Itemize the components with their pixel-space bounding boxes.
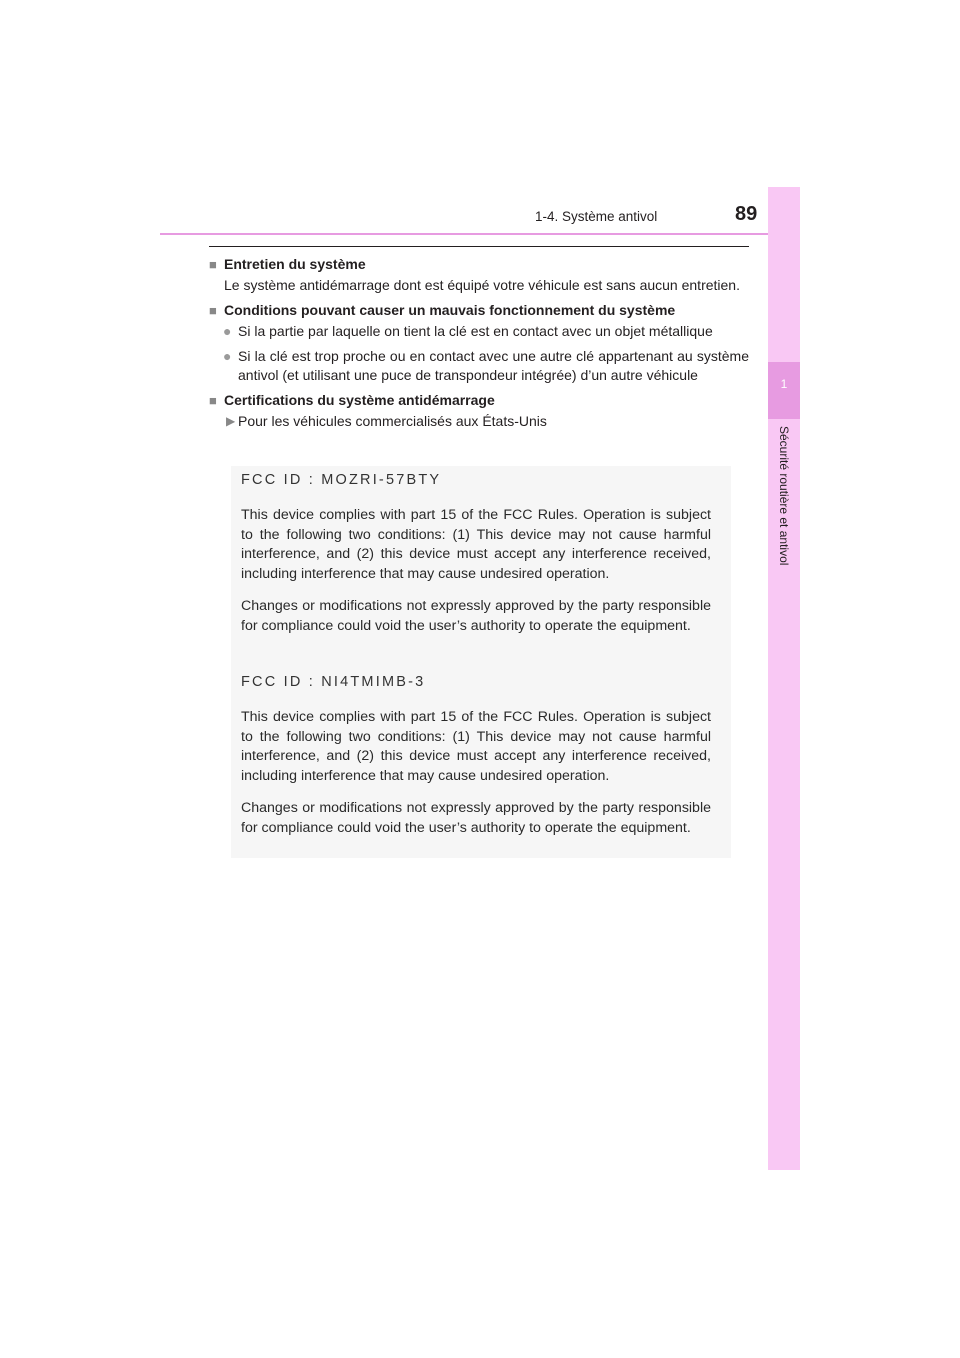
header-divider [160, 233, 800, 235]
fcc-modification-1: Changes or modifications not expressly approved by the party responsible for compliance could void the user’s authority to operate the equipment. [241, 598, 711, 634]
chapter-tab: 1 [768, 362, 800, 419]
maintenance-text: Le système antidémarrage dont est équipé votre véhicule est sans aucun entretien. [224, 277, 740, 293]
page-number: 89 [735, 203, 758, 225]
square-bullet-icon: ■ [209, 257, 217, 272]
list-item [209, 347, 749, 385]
content-divider [209, 246, 749, 247]
heading-maintenance [209, 255, 749, 274]
fcc-statement-1: This device complies with part 15 of the FCC Rules. Operation is subject to the following two conditions: (1) This device may not cause harmful interference, and (2) this device must accept any interference received, including interference that may cause undesired operation. [241, 507, 711, 582]
circle-bullet-icon: ● [223, 348, 232, 364]
list-item-text: Si la clé est trop proche ou en contact avec une autre clé appartenant au système antivol (et utilisant une puce de transpondeur intégrée) d’un autre véhicule [238, 348, 749, 383]
heading-certifications [209, 391, 749, 410]
fcc-label-image [231, 466, 731, 858]
triangle-arrow-icon: ▶ [226, 414, 236, 428]
content-area [209, 255, 749, 431]
heading-certifications-text: Certifications du système antidémarrage [224, 392, 495, 408]
fcc-id-2: FCC ID : NI4TMIMB-3 [241, 674, 426, 690]
list-item-text: Si la partie par laquelle on tient la clé est en contact avec un objet métallique [238, 323, 713, 339]
sub-item-text: Pour les véhicules commercialisés aux États-Unis [238, 413, 547, 429]
square-bullet-icon: ■ [209, 393, 217, 408]
fcc-statement-2: This device complies with part 15 of the FCC Rules. Operation is subject to the following two conditions: (1) This device may not cause harmful interference, and (2) this device must accept any interference received, including interference that may cause undesired operation. [241, 709, 711, 784]
heading-conditions [209, 301, 749, 320]
list-item [209, 322, 749, 341]
circle-bullet-icon: ● [223, 323, 232, 339]
fcc-id-1: FCC ID : MOZRI-57BTY [241, 472, 442, 488]
sub-item [209, 412, 749, 431]
square-bullet-icon: ■ [209, 303, 217, 318]
chapter-title-vertical: Sécurité routière et antivol [777, 426, 791, 566]
heading-maintenance-text: Entretien du système [224, 256, 366, 272]
fcc-modification-2: Changes or modifications not expressly approved by the party responsible for compliance could void the user’s authority to operate the equipment. [241, 800, 711, 836]
section-label: 1-4. Système antivol [535, 209, 658, 224]
side-tab-strip [768, 187, 800, 1170]
heading-conditions-text: Conditions pouvant causer un mauvais fonctionnement du système [224, 302, 676, 318]
